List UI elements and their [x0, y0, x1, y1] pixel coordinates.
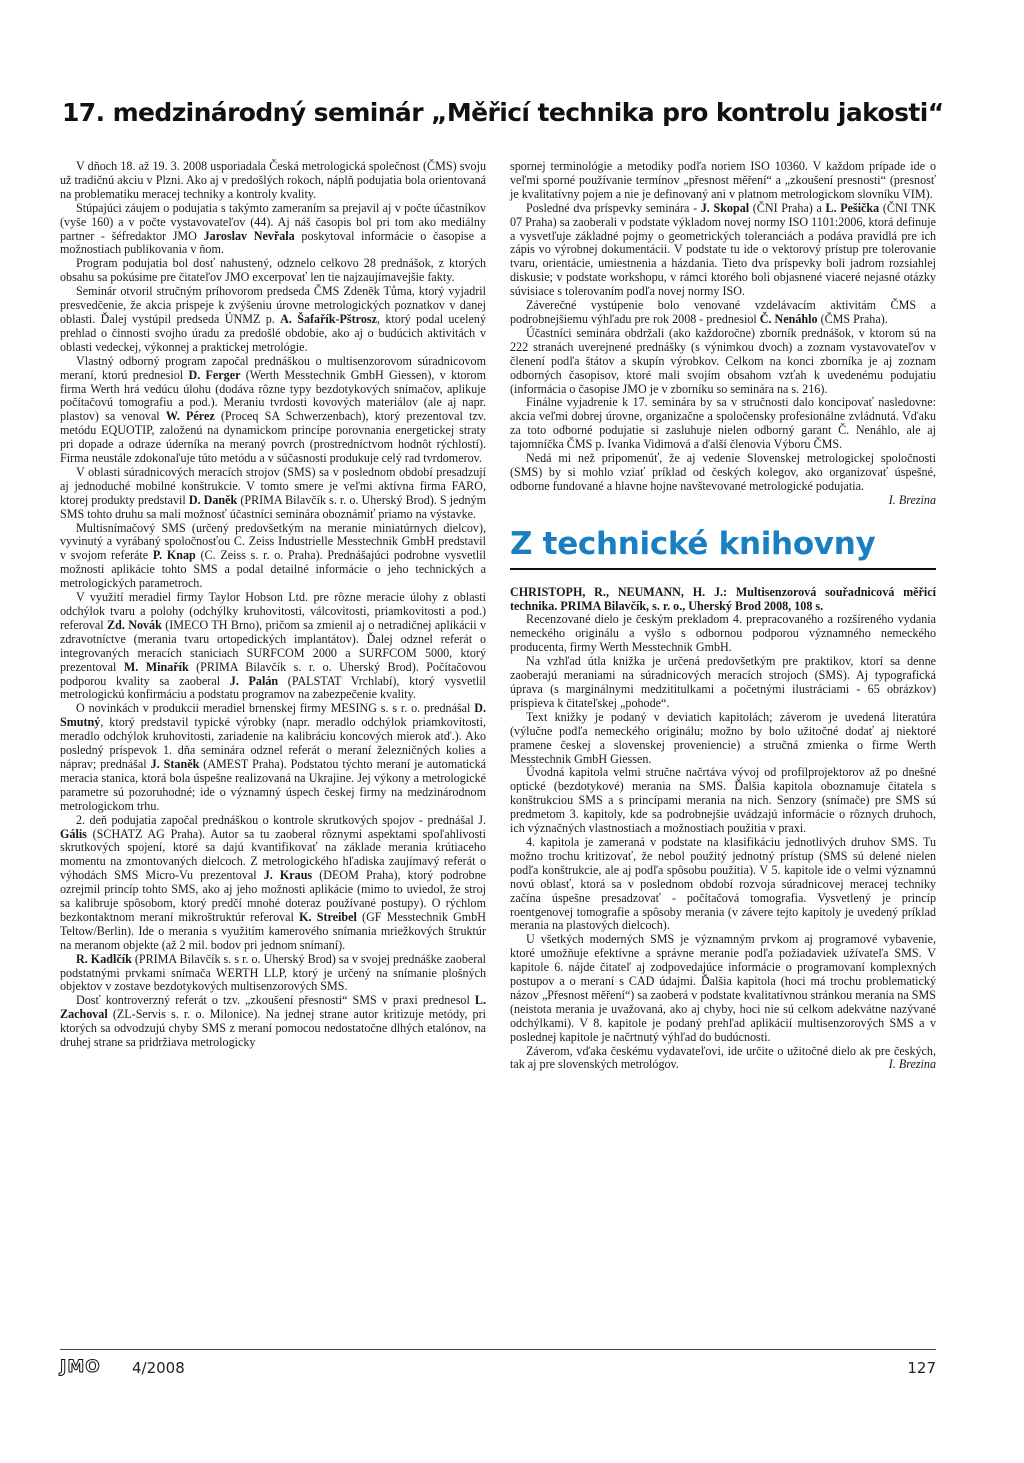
- paragraph: R. Kadlčík (PRIMA Bilavčík s. s r. o. Uherský Brod) sa v svojej prednáške zaoberal podstatnými prvkami snímača WERTH LLP, ktorý je určený na snímanie plošných objektov v zostave bezdotykových multisenzorových SMS.: [60, 951, 486, 994]
- issue-number: 4/2008: [132, 1359, 185, 1377]
- paragraph: V dňoch 18. až 19. 3. 2008 usporiadala Česká metrologická společnost (ČMS) svoju už tradičnú akciu v Plzni. Ako aj v predošlých rokoch, náplň podujatia bola orientovaná na problematiku meracej techniky a kontroly kvality.: [60, 159, 486, 201]
- paragraph: Posledné dva príspevky seminára - J. Skopal (ČNI Praha) a L. Pešička (ČNI TNK 07 Praha) sa zaoberali v podstate výkladom novej normy ISO 1101:2006, ktorá definuje a vysvetľuje základné pojmy o geometrických toleranciách a podáva pravidlá pre ich zápis vo výrobnej dokumentácii. V podstate tu ide o vektorový prístup pre tolerovanie tvaru, orientácie, umiestnenia a házdania. Tieto dva príspevky boli jadrom rozsiahlej diskusie; v podstate workshopu, v rámci ktorého boli objasnené viaceré nejasné otázky súvisiace s tolerovaním podľa novej normy ISO.: [510, 200, 936, 299]
- person-name: L. Zachoval: [60, 993, 486, 1022]
- paragraph: Úvodná kapitola velmi stručne načrtáva vývoj od profilprojektorov až po dnešné optické (bezdotykové) merania na SMS. Ďalšia kapitola oboznamuje čitatela s konštrukciou SMS a s princípami merania na nich. Senzory (snímače) pre SMS sú predmetom 3. kapitoly, kde sa podrobnejšie uvádzajú informácie o rôznych druhoch, ich význačných vlastnostiach a možnostiach použitia v praxi.: [510, 765, 936, 836]
- book-reference: CHRISTOPH, R., NEUMANN, H. J.: Multisenzorová souřadnicová měřicí technika. PRIMA Bilavčík, s. r. o., Uherský Brod 2008, 108 s.: [510, 584, 936, 613]
- section-heading: Z technické knihovny: [510, 525, 876, 562]
- paragraph: Nedá mi než pripomenúť, že aj vedenie Slovenskej metrologickej spoločnosti (SMS) by si mohlo vziať príklad od českých kolegov, ako organizovať úspešné, odborne fundované a hlavne hojne navštevované metrologické podujatia.: [510, 451, 936, 493]
- person-name: P. Knap: [152, 548, 196, 563]
- journal-logo: JMO: [60, 1357, 101, 1377]
- section-divider: [510, 568, 936, 570]
- person-name: K. Streibel: [299, 909, 357, 924]
- paragraph: spornej terminológie a metodiky podľa noriem ISO 10360. V každom prípade ide o veľmi sporné používanie termínov „přesnost měření“ a „zkoušení presnosti“ (presnosť je kvalitatívny pojem a nie je definovaný ani v platnom metrologickom slovníku VIM).: [510, 159, 936, 201]
- paragraph: Vlastný odborný program započal prednáškou o multisenzorovom súradnicovom meraní, ktorú prednesiol D. Ferger (Werth Messtechnik GmbH Giessen), v ktorom firma Werth hrá vedúcu úlohu (dodáva rôzne typy bezdotykových snímačov, aplikuje počítačovú tomografiu a pod.). Meraniu tvrdosti kovových materiálov (ale aj napr. plastov) sa venoval W. Pérez (Proceq SA Schwerzenbach), ktorý prezentoval tzv. metódu EQUOTIP, založenú na dynamickom princípe porovnania energetickej straty pri dopade a odraze úderníka na meraný povrch (prostredníctvom hodnôt rýchlostí). Firma neustále zdokonaľuje túto metódu a v súčasnosti produkuje celý rad tvrdomerov.: [60, 353, 487, 466]
- paragraph: O novinkách v produkcii meradiel brnenskej firmy MESING s. s r. o. prednášal D. Smutný, ktorý predstavil typické výrobky (napr. meradlo odchýlok priamkovitosti, meradlo odchýlok kruhovitosti, zariadenie na kalibráciu koncových mierok atď.). Ako posledný príspevok 1. dňa seminára odznel referát o meraní železničných kolies a náprav; prednášal J. Staněk (AMEST Praha). Podstatou týchto meraní je automatická meracia stanica, ktorá bola úspešne realizovaná na Ukrajine. Jej výkony a metrologické parametre sú pozoruhodné; ide o významný úspech českej firmy na medzinárodnom metrologickom trhu.: [60, 701, 486, 813]
- person-name: D. Daněk: [188, 492, 238, 507]
- person-name: D. Smutný: [60, 701, 486, 730]
- page-number: 127: [907, 1359, 936, 1377]
- paragraph: 4. kapitola je zameraná v podstate na klasifikáciu jednotlivých druhov SMS. Tu možno trochu kritizovať, že nebol použitý jednotný prístup (SMS sú delené nielen podľa konštrukcie, ale aj podľa spôsobu použitia). V 5. kapitole ide o velmi významnú novú oblasť, ktorá sa v poslednom období rozvoja súradnicovej meracej techniky začína úspešne presadzovať - počítačová tomografia. Vysvetlený je princíp roentgenovej tomografie a spôsoby merania (v závere tejto kapitoly je uvedený príklad merania na plastových dielcoch).: [510, 834, 936, 933]
- person-name: W. Pérez: [165, 409, 215, 424]
- author-signature: I. Brezina: [888, 492, 936, 507]
- person-name: J. Skopal: [700, 200, 750, 215]
- person-name: Zd. Novák: [107, 617, 162, 632]
- paragraph: 2. deň podujatia započal prednáškou o kontrole skrutkových spojov - prednášal J. Gális (SCHATZ AG Praha). Autor sa tu zaoberal rôznymi aspektami spoľahlivosti skrutkových spojení, ktoré sa dajú kvantifikovať na základe merania krútiaceho momentu na zmontovaných dielcoch. Z metrologického hľadiska zaujímavý referát o výhodách SMS Micro-Vu prezentoval J. Kraus (DEOM Praha), ktorý podrobne ozrejmil princíp tohto SMS, ako aj jeho možnosti aplikácie (mimo to uviedol, že stroj sa kalibruje spôsobom, ktorý predčí mnohé doteraz používané postupy). O rýchlom bezkontaktnom meraní mikroštruktúr referoval K. Streibel (GF Messtechnik GmbH Teltow/Berlin). Ide o merania s využitím kamerového snímania mriežkových štruktúr na meranom objekte (až 2 mil. bodov pri jednom snímaní).: [60, 812, 486, 952]
- paragraph: Dosť kontroverzný referát o tzv. „zkoušení přesnosti“ SMS v praxi prednesol L. Zachoval (ZL-Servis s. r. o. Milonice). Na jednej strane autor kritizuje metódy, pri ktorých sa odvodzujú chyby SMS z meraní pomocou nedostatočne dlhých etalónov, na druhej strane sa pridržiava metrologicky: [60, 993, 486, 1050]
- paragraph: V využití meradiel firmy Taylor Hobson Ltd. pre rôzne meracie úlohy z oblasti odchýlok tvaru a polohy (odchýlky kruhovitosti, válcovitosti, priamkovitosti a pod.) referoval Zd. Novák (IMECO TH Brno), pričom sa zmienil aj o netradičnej aplikácii v zdravotníctve (merania tvaru ortopedických implantátov). Ďalej odznel referát o integrovaných meracích staniciach SURFCOM 2000 a SURFCOM 5000, ktorý prezentoval M. Minařík (PRIMA Bilavčík s. r. o. Uherský Brod). Počítačovou podporou kvality sa zaoberal J. Palán (PALSTAT Vrchlabí), ktorý vysvetlil metrologickú konfirmáciu a podstatu programov na zabezpečenie kvality.: [60, 590, 486, 702]
- person-name: J. Staněk: [150, 756, 200, 771]
- paragraph: Multisnímačový SMS (určený predovšetkým na meranie miniatúrnych dielcov), vyvinutý a vyrábaný spoločnosťou C. Zeiss Industrielle Messtechnik GmbH predstavil v svojom referáte P. Knap (C. Zeiss s. r. o. Praha). Prednášajúci podrobne vysvetlil možnosti aplikácie tohto SMS a podal detailné informácie o jeho technických a metrologických parametroch.: [60, 520, 486, 591]
- right-column: [510, 160, 936, 1072]
- person-name: L. Pešička: [825, 200, 880, 215]
- paragraph: Seminár otvoril stručným príhovorom predseda ČMS Zdeněk Tůma, ktorý vyjadril presvedčenie, že akcia prispeje k zvýšeniu úrovne metrologických poznatkov v danej oblasti. Ďalej vystúpil predseda ÚNMZ p. A. Šafařík-Pštrosz, ktorý podal ucelený prehlad o činnosti svojho úradu za predošlé obdobie, ako aj o budúcich aktivitách v oblasti vedeckej, výkonnej a praktickej metrológie.: [60, 284, 486, 354]
- footer-divider: [60, 1349, 936, 1350]
- paragraph: Stúpajúci záujem o podujatia s takýmto zameraním sa prejavil aj v počte účastníkov (vyše 160) a v počte vystavovateľov (44). Aj náš časopis bol pri tom ako mediálny partner - šéfredaktor JMO Jaroslav Nevřala poskytoval informácie o časopise a možnostiach publikovania v ňom.: [60, 200, 486, 257]
- paragraph: Recenzované dielo je českým prekladom 4. prepracovaného a rozšíreného vydania nemeckého originálu a vyšlo s odbornou podporou významného nemeckého producenta, firmy Werth Messtechnik GmbH.: [510, 612, 936, 655]
- person-name: J. Kraus: [263, 868, 313, 883]
- person-name: R. Kadlčík: [76, 951, 132, 966]
- person-name: Gális: [60, 826, 87, 841]
- person-name: A. Šafařík-Pštrosz: [280, 311, 377, 326]
- paragraph: Na vzhľad útla knižka je určená predovšetkým pre praktikov, ktorí sa denne zaoberajú meraniami na súradnicových meracích strojoch (SMS). Aj typografická úprava (s marginálnymi medzititulkami a početnými ilustráciami - 65 obrázkov) prispieva k čitateľskej „pohode“.: [510, 654, 936, 710]
- person-name: J. Palán: [229, 673, 279, 688]
- paragraph: V oblasti súradnicových meracích strojov (SMS) sa v poslednom období presadzují aj jednoduché mobilné konštrukcie. V tomto smere je veľmi aktívna firma FARO, ktorej produkty predstavil D. Daněk (PRIMA Bilavčík s. r. o. Uherský Brod). S jedným SMS tohto druhu sa mali možnosť účastníci seminára oboznámiť priamo na výstavke.: [60, 464, 486, 521]
- paragraph: Účastníci seminára obdržali (ako každoročne) zborník prednášok, v ktorom sú na 222 stranách uverejnené prednášky (s výnimkou dvoch) a zoznam vystavovateľov v členení podľa štátov a skupín výrobkov. Celkom na konci zborníka je aj zoznam odborných časopisov, ktoré mali svojím obsahom vzťah k uvedenému podujatiu (informácia o časopise JMO je v zborníku so seminára na s. 216).: [510, 325, 936, 396]
- page-title: 17. medzinárodný seminár „Měřicí technika pro kontrolu jakosti“: [62, 98, 944, 127]
- paragraph: Program podujatia bol dosť nahustený, odznelo celkovo 28 prednášok, z ktorých obsahu sa pokúsime pre čitateľov JMO excerpovať len tie najzaujímavejšie fakty.: [60, 256, 486, 285]
- paragraph: Záverom, vďaka českému vydavateľovi, ide určite o užitočné dielo ak pre českých, tak aj pre slovenských metrológov. I. Brezina: [510, 1043, 936, 1072]
- left-column: [60, 160, 486, 1050]
- paragraph: U všetkých moderných SMS je významným prvkom aj programové vybavenie, ktoré umožňuje efektívne a správne meranie podľa požiadaviek užívateľa SMS. V kapitole 6. nájde čitateľ aj zodpovedajúce informácie o programovaní komplexných postupov a o meraní s CAD údajmi. Ďalšia kapitola (hoci má trochu problematický názov „Přesnost měření“) sa zaoberá v podstate kvalitatívnou stránkou merania na SMS (neistota merania je uvažovaná, ako aj chyby, hoci nie sú celkom adekvátne nazývané odchýlkami). V 8. kapitole je podaný prehľad aplikácií multisenzorových SMS a v poslednej kapitole je načrtnutý výhľad do budúcnosti.: [510, 932, 936, 1044]
- paragraph: Finálne vyjadrenie k 17. seminára by sa v stručnosti dalo koncipovať nasledovne: akcia veľmi dobrej úrovne, organizačne a spoločensky profesionálne zvládnutá. Vďaku za toto odborné podujatie si zasluhuje nielen odborný garant Č. Nenáhlo, ale aj tajomníčka ČMS p. Ivanka Vidimová a ďalší členovia Výboru ČMS.: [510, 395, 936, 452]
- person-name: M. Minařík: [123, 659, 189, 674]
- author-signature: I. Brezina: [888, 1057, 936, 1072]
- person-name: Jaroslav Nevřala: [203, 228, 295, 243]
- paragraph: Záverečné vystúpenie bolo venované vzdelávacím aktivitám ČMS a podrobnejšiemu výhľadu pre rok 2008 - prednesiol Č. Nenáhlo (ČMS Praha).: [510, 298, 936, 326]
- person-name: Č. Nenáhlo: [759, 311, 818, 326]
- paragraph: Text knižky je podaný v deviatich kapitolách; záverom je uvedená literatúra (výlučne podľa nemeckého originálu; možno by bolo užitočné dodať aj niektoré pramene českej a slovenskej proveniencie) a stručná zmienka o firme Werth Messtechnik GmbH Giessen.: [510, 709, 936, 766]
- person-name: D. Ferger: [188, 367, 241, 382]
